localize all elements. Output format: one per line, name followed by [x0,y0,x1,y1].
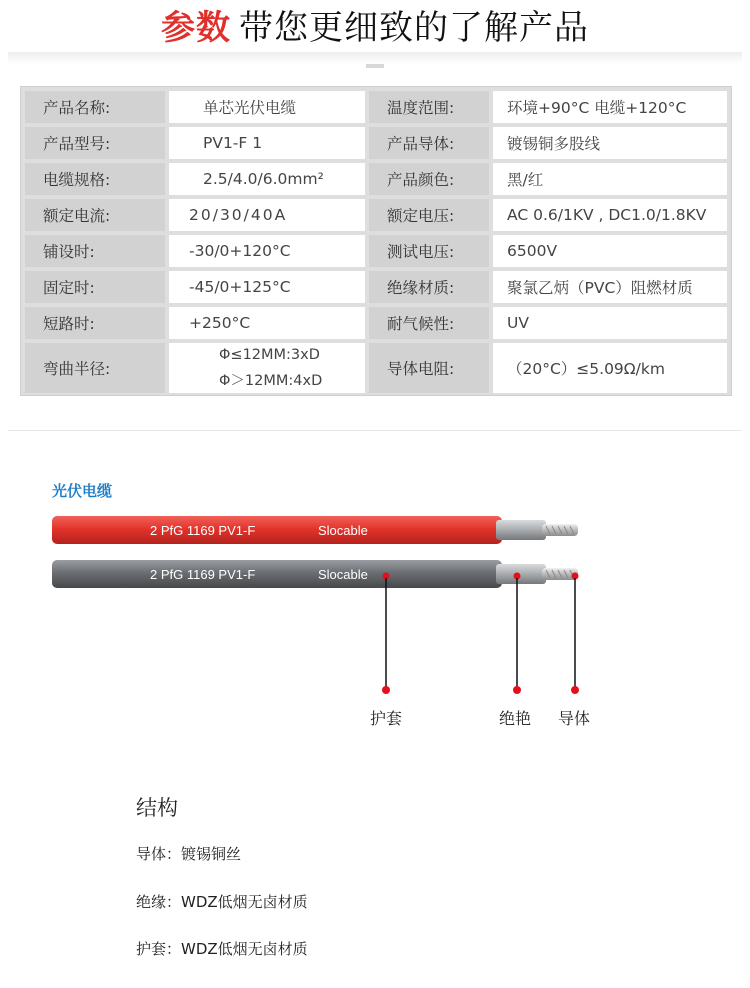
header-tick [366,64,384,68]
spec-value: -30/0+120°C [169,235,365,267]
spec-value: 镀锡铜多股线 [493,127,727,159]
spec-row [25,235,727,267]
bend-radius-large: Φ＞12MM:4xD [219,373,323,389]
diagram-title: 光伏电缆 [52,482,113,500]
spec-value: 2.5/4.0/6.0mm² [169,163,365,195]
spec-label: 固定时: [25,271,165,303]
red-cable-insulation [496,520,546,540]
spec-value: 聚氯乙炳（PVC）阻燃材质 [493,271,727,303]
spec-value: -45/0+125°C [169,271,365,303]
spec-row [25,199,727,231]
spec-label: 电缆规格: [25,163,165,195]
red-cable-text: 2 PfG 1169 PV1-F [150,523,256,538]
page-header [0,0,750,60]
spec-value: （20°C）≤5.09Ω/km [493,343,727,393]
spec-value: UV [493,307,727,339]
callout-conductor [571,573,579,695]
header-divider [8,52,742,64]
spec-label: 额定电流: [25,199,165,231]
spec-value: 20/30/40A [169,199,365,231]
bend-radius-small: Φ≤12MM:3xD [219,347,320,363]
spec-label: 测试电压: [369,235,489,267]
spec-value: 6500V [493,235,727,267]
spec-label: 温度范围: [369,91,489,123]
red-cable [52,516,578,544]
callout-insulation [513,573,521,695]
spec-value: PV1-F 1 [169,127,365,159]
grey-cable-sheath [52,560,502,588]
callout-label-sheath: 护套 [370,709,403,728]
title-text: 带您更细致的了解产品 [239,8,589,48]
grey-cable-insulation [496,564,546,584]
spec-label: 产品型号: [25,127,165,159]
spec-value: 黑/红 [493,163,727,195]
red-cable-brand: Slocable [318,523,368,538]
spec-label: 绝缘材质: [369,271,489,303]
spec-value [169,343,365,393]
spec-value: AC 0.6/1KV , DC1.0/1.8KV [493,199,727,231]
title-highlight: 参数 [161,8,231,48]
callout-dot [382,686,390,694]
structure-item: 护套：WDZ低烟无卤材质 [136,940,308,958]
spec-label: 弯曲半径: [25,343,165,393]
grey-cable-brand: Slocable [318,567,368,582]
spec-value: 单芯光伏电缆 [169,91,365,123]
spec-label: 额定电压: [369,199,489,231]
grey-cable-text: 2 PfG 1169 PV1-F [150,567,256,582]
spec-row [25,127,727,159]
spec-row [25,307,727,339]
structure-title: 结构 [136,796,178,820]
spec-table [20,86,732,396]
spec-label: 铺设时: [25,235,165,267]
structure-item: 导体：镀锡铜丝 [136,845,242,863]
spec-value: +250°C [169,307,365,339]
spec-label: 产品导体: [369,127,489,159]
red-cable-sheath [52,516,502,544]
cable-diagram [0,500,750,700]
spec-label: 产品颜色: [369,163,489,195]
spec-label: 耐气候性: [369,307,489,339]
section-divider [8,430,742,431]
spec-row [25,271,727,303]
spec-label: 导体电阻: [369,343,489,393]
spec-row [25,163,727,195]
spec-value: 环境+90°C 电缆+120°C [493,91,727,123]
spec-row [25,91,727,123]
spec-label: 短路时: [25,307,165,339]
callout-sheath [382,573,390,695]
callout-label-conductor: 导体 [558,709,591,728]
callout-dot [571,686,579,694]
page-title [0,6,750,50]
spec-label: 产品名称: [25,91,165,123]
callout-dot [513,686,521,694]
structure-item: 绝缘：WDZ低烟无卤材质 [136,893,308,911]
spec-row [25,343,727,393]
callout-label-insulation: 绝艳 [499,709,532,728]
grey-cable [52,560,578,588]
